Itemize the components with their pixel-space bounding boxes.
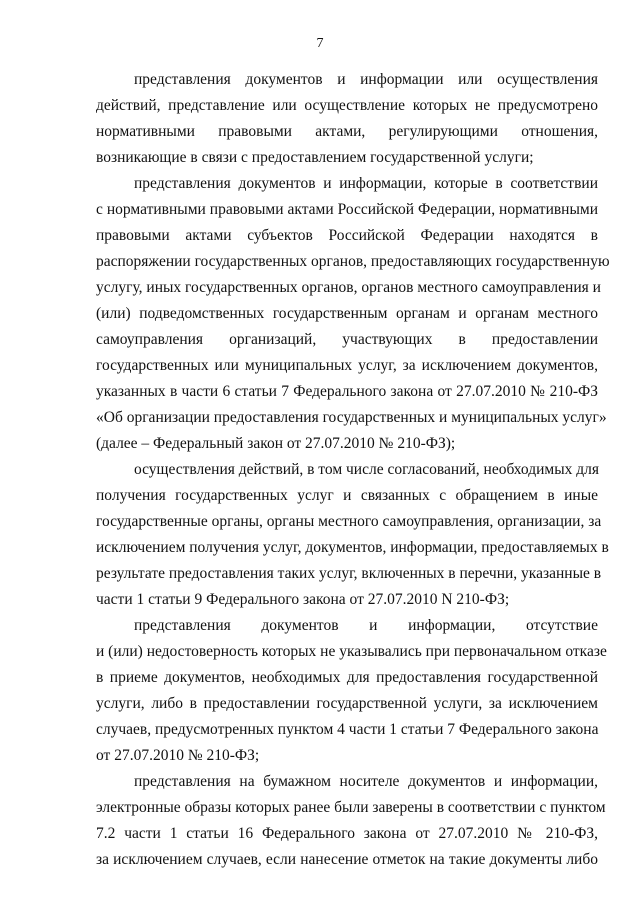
text-line: представления на бумажном носителе документов и информации, [134,773,598,790]
text-line: результате предоставления таких услуг, включенных в перечни, указанные в [96,565,602,582]
text-line: услуги, либо в предоставлении государственной услуги, за исключением [96,695,598,712]
text-line: получения государственных услуг и связанных с обращением в иные [96,487,598,504]
text-line: возникающие в связи с предоставлением государственной услуги; [96,149,534,166]
text-line: указанных в части 6 статьи 7 Федерального закона от 27.07.2010 № 210-ФЗ [96,383,598,400]
text-line: представления документов и информации, отсутствие [134,617,598,634]
text-line: 7.2 части 1 статьи 16 Федерального закона от 27.07.2010 № 210-ФЗ, [96,825,598,842]
text-line: в приеме документов, необходимых для предоставления государственной [96,669,598,686]
text-line: действий, представление или осуществление которых не предусмотрено [96,97,598,114]
text-line: случаев, предусмотренных пунктом 4 части 1 статьи 7 Федерального закона [96,721,599,738]
text-line: представления документов и информации или осуществления [134,71,598,88]
text-line: и (или) недостоверность которых не указывались при первоначальном отказе [96,643,607,660]
text-line: от 27.07.2010 № 210-ФЗ; [96,747,260,764]
text-line: осуществления действий, в том числе согласований, необходимых для [134,461,600,478]
text-line: государственных или муниципальных услуг, за исключением документов, [96,357,598,374]
text-line: части 1 статьи 9 Федерального закона от 27.07.2010 N 210-ФЗ; [96,591,510,608]
text-line: правовыми актами субъектов Российской Федерации находятся в [96,227,598,244]
text-line: самоуправления организаций, участвующих в предоставлении [96,331,598,348]
text-line: (далее – Федеральный закон от 27.07.2010 № 210-ФЗ); [96,435,456,452]
text-line: государственные органы, органы местного самоуправления, организации, за [96,513,602,530]
text-line: исключением получения услуг, документов, информации, предоставляемых в [96,539,609,556]
page-number: 7 [316,36,324,51]
text-line: «Об организации предоставления государственных и муниципальных услуг» [96,409,607,426]
text-line: представления документов и информации, которые в соответствии [134,175,598,192]
text-line: нормативными правовыми актами, регулирующими отношения, [96,123,598,140]
text-line: распоряжении государственных органов, предоставляющих государственную [96,253,610,270]
text-line: электронные образы которых ранее были заверены в соответствии с пунктом [96,799,606,816]
text-line: с нормативными правовыми актами Российской Федерации, нормативными [96,201,598,218]
text-line: услугу, иных государственных органов, органов местного самоуправления и [96,279,601,296]
text-line: за исключением случаев, если нанесение отметок на такие документы либо [96,851,598,868]
text-line: (или) подведомственных государственным органам и органам местного [96,305,598,322]
